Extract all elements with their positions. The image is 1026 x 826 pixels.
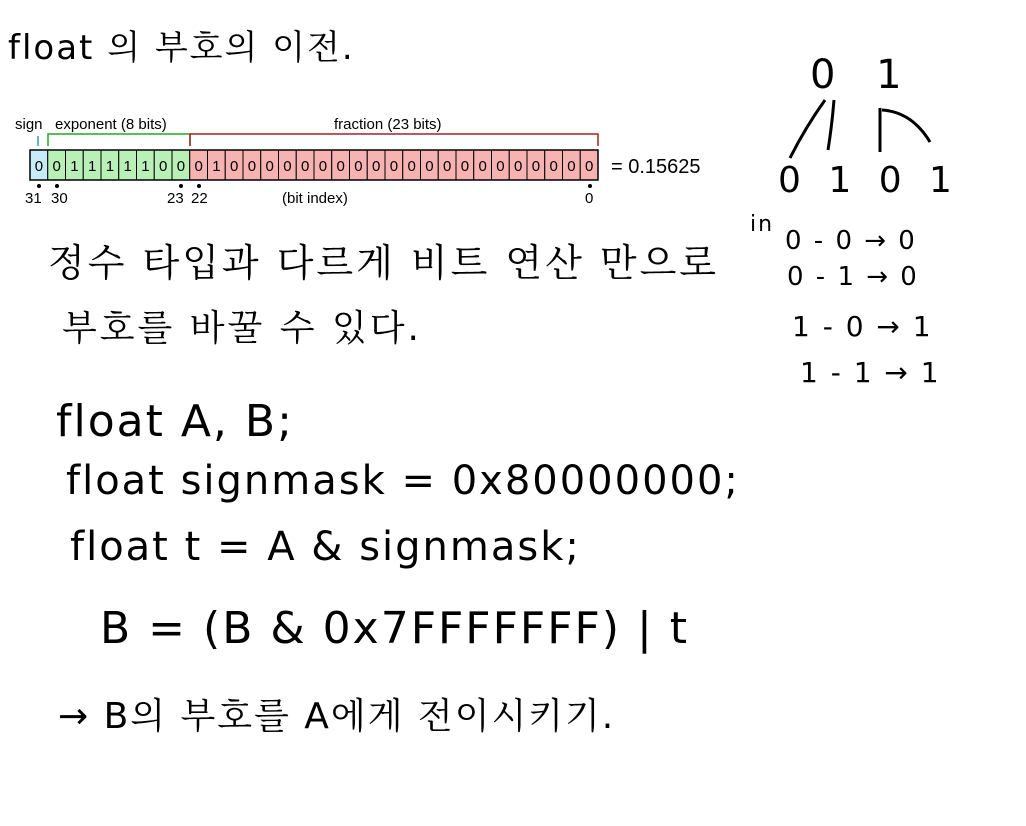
bit-value: 0: [584, 158, 594, 175]
float-value: = 0.15625: [611, 156, 701, 178]
tree-branch-left-2: [828, 100, 834, 150]
bit-value: 0: [389, 158, 399, 175]
bit-value: 0: [354, 158, 363, 175]
note-line-1: 정수 타입과 다르게 비트 연산 만으로: [48, 241, 720, 285]
sign-label: sign: [15, 116, 43, 133]
bit-value: 0: [52, 158, 61, 175]
code-line-signmask: float signmask = 0x80000000;: [66, 458, 740, 504]
tree-branch-right-2: [882, 110, 930, 142]
bit-value: 0: [442, 158, 452, 175]
bit-value: 0: [407, 158, 416, 175]
bit-value: 1: [212, 158, 221, 175]
tree-row-1: 0 - 0 → 0: [785, 226, 917, 256]
tree-top: 0 1: [810, 52, 916, 98]
bit-value: 0: [229, 158, 239, 175]
bit-value: 0: [478, 158, 487, 175]
bit-value: 0: [496, 158, 505, 175]
bit-value: 0: [549, 158, 558, 175]
note-line-2: 부호를 바꿀 수 있다.: [62, 308, 422, 349]
code-line-and: float t = A & signmask;: [70, 524, 581, 570]
bit-index-23: 23: [167, 190, 184, 207]
tree-row-4: 1 - 1 → 1: [800, 356, 941, 389]
bit-value: 0: [283, 158, 292, 175]
tree-in-label: in: [750, 212, 775, 237]
tree-branch-left-1: [790, 100, 825, 158]
bit-value: 0: [300, 158, 310, 175]
bit-index-31: 31: [25, 190, 42, 207]
code-line-assign: B = (B & 0x7FFFFFFF) | t: [100, 603, 690, 654]
bit-value: 0: [567, 158, 576, 175]
bit-index-30: 30: [51, 190, 68, 207]
bit-index-22: 22: [191, 190, 208, 207]
bit-value: 0: [265, 158, 274, 175]
bit-value: 0: [158, 158, 168, 175]
bit-value: 0: [531, 158, 541, 175]
bit-value: 1: [141, 158, 150, 175]
tree-row-2: 0 - 1 → 0: [787, 262, 919, 292]
tree-leaves: 0 1 0 1: [778, 160, 960, 201]
page-title: float 의 부호의 이전.: [8, 28, 355, 68]
bit-value: 0: [247, 158, 257, 175]
code-line-declare: float A, B;: [56, 396, 294, 447]
bit-value: 0: [460, 158, 470, 175]
bit-index-label: (bit index): [282, 190, 348, 207]
fraction-label: fraction (23 bits): [334, 116, 442, 133]
bit-value: 0: [176, 158, 186, 175]
bit-value: 0: [318, 158, 328, 175]
bit-value: 1: [87, 158, 97, 175]
bit-value: 1: [123, 158, 132, 175]
bit-value: 1: [105, 158, 115, 175]
bit-value: 0: [513, 158, 523, 175]
conclusion-line: → B의 부호를 A에게 전이시키기.: [58, 696, 616, 737]
bit-value: 0: [34, 158, 44, 175]
bit-value: 0: [336, 158, 345, 175]
bit-value: 1: [70, 158, 79, 175]
exponent-label: exponent (8 bits): [55, 116, 167, 133]
bit-index-0: 0: [585, 190, 594, 207]
bit-value: 0: [371, 158, 381, 175]
tree-row-3: 1 - 0 → 1: [792, 310, 933, 343]
bit-value: 0: [194, 158, 203, 175]
bit-value: 0: [425, 158, 434, 175]
